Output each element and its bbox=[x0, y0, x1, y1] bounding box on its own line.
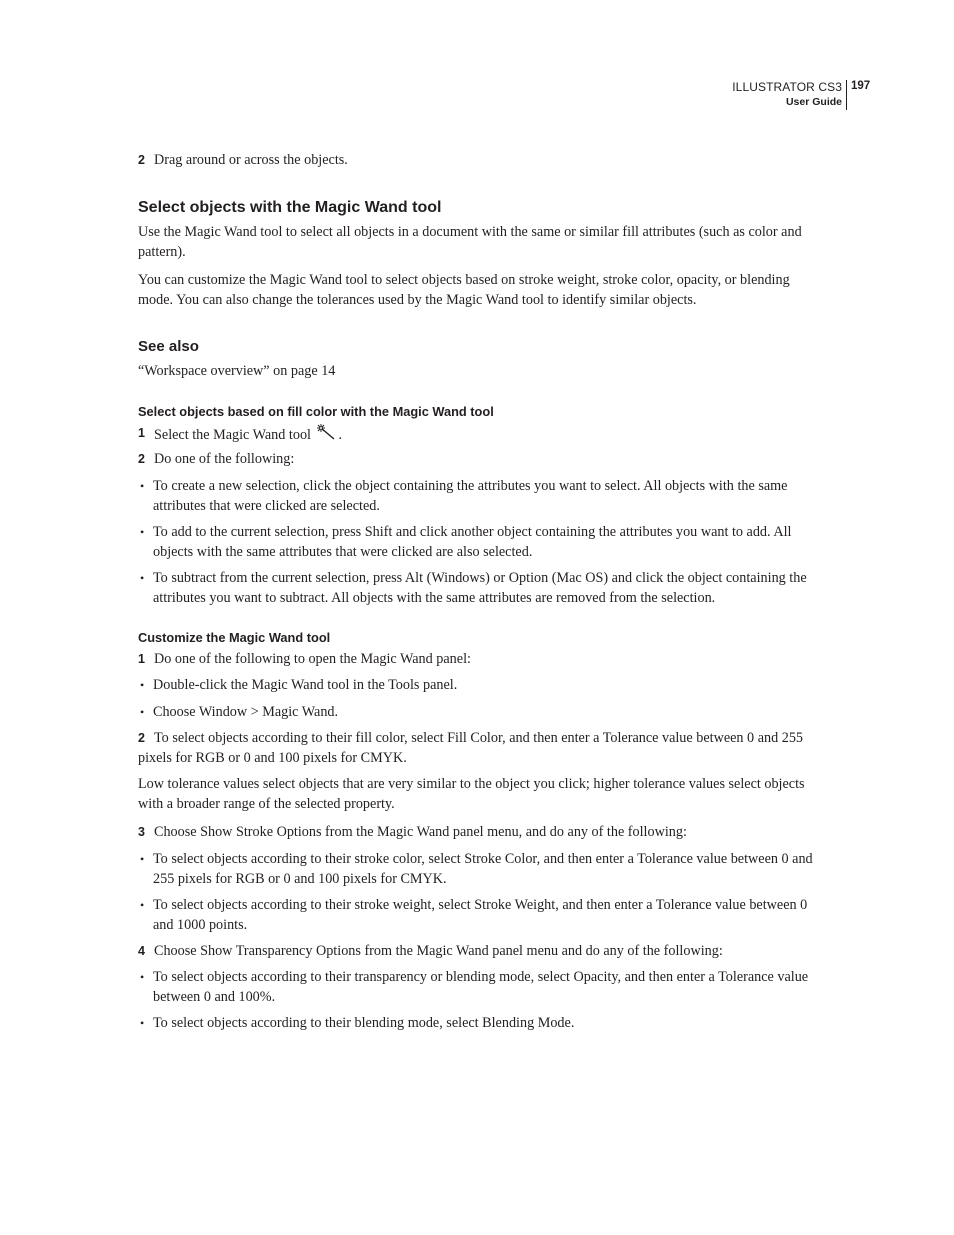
list-item bbox=[138, 968, 818, 1007]
list-item-text: To select objects according to their transparency or blending mode, select Opacity, and then enter a Tolerance value between 0 and 100%. bbox=[153, 969, 809, 1005]
list-item-text: Choose Window > Magic Wand. bbox=[153, 704, 339, 720]
see-also-link[interactable]: “Workspace overview” on page 14 bbox=[138, 363, 336, 379]
step-text bbox=[138, 424, 818, 449]
customize-step-4 bbox=[138, 942, 818, 962]
list-item bbox=[138, 1014, 818, 1034]
list-item-text: Double-click the Magic Wand tool in the Tools panel. bbox=[153, 677, 458, 693]
magic-wand-icon bbox=[317, 424, 339, 449]
step-suffix: . bbox=[338, 427, 343, 443]
fill-color-heading: Select objects based on fill color with the Magic Wand tool bbox=[138, 404, 494, 419]
list-item bbox=[138, 569, 818, 608]
customize-step-2 bbox=[138, 729, 818, 768]
list-item-text: To add to the current selection, press Shift and click another object containing the attributes you want to add. All objects with the same attributes that were clicked are also selected. bbox=[153, 524, 792, 560]
fill-step-2 bbox=[138, 450, 818, 470]
header-product: ILLUSTRATOR CS3 bbox=[732, 80, 842, 94]
section-heading: Select objects with the Magic Wand tool bbox=[138, 199, 442, 216]
step-label: Select the Magic Wand tool bbox=[154, 427, 311, 443]
list-item-text: To select objects according to their stroke color, select Stroke Color, and then enter a Tolerance value between 0 and 255 pixels for RGB or 0 and 100 pixels for CMYK. bbox=[153, 851, 813, 887]
list-item bbox=[138, 703, 818, 723]
bullet-glyph: • bbox=[140, 678, 145, 692]
list-item-text: To select objects according to their blending mode, select Blending Mode. bbox=[153, 1015, 575, 1031]
bullet-glyph: • bbox=[140, 571, 145, 585]
bullet-glyph: • bbox=[140, 705, 145, 719]
step-text: Choose Show Stroke Options from the Magic Wand panel menu, and do any of the following: bbox=[154, 824, 687, 840]
bullet-glyph: • bbox=[140, 852, 145, 866]
step-number: 4 bbox=[138, 944, 145, 958]
bullet-glyph: • bbox=[140, 1016, 145, 1030]
list-item bbox=[138, 676, 818, 696]
customize-step-1 bbox=[138, 650, 818, 670]
step-number: 1 bbox=[138, 652, 145, 666]
fill-step-1 bbox=[138, 424, 818, 449]
list-item bbox=[138, 896, 818, 935]
step-number: 2 bbox=[138, 731, 145, 745]
list-item bbox=[138, 850, 818, 889]
step-number: 2 bbox=[138, 452, 145, 466]
bullet-glyph: • bbox=[140, 898, 145, 912]
list-item-text: To create a new selection, click the object containing the attributes you want to select. All objects with the same attributes that were clicked are selected. bbox=[153, 478, 788, 514]
bullet-glyph: • bbox=[140, 970, 145, 984]
list-item-text: To select objects according to their stroke weight, select Stroke Weight, and then enter a Tolerance value between 0 and 1000 points. bbox=[153, 897, 808, 933]
list-item-text: To subtract from the current selection, press Alt (Windows) or Option (Mac OS) and click the object containing the attributes you want to subtract. All objects with the same attributes are removed from the selection. bbox=[153, 570, 807, 606]
customize-paragraph: You can customize the Magic Wand tool to select objects based on stroke weight, stroke color, opacity, or blending mode. You can also change the tolerances used by the Magic Wand tool to identify similar objects. bbox=[138, 272, 790, 308]
list-item bbox=[138, 523, 818, 562]
step-text: Choose Show Transparency Options from the Magic Wand panel menu and do any of the following: bbox=[154, 943, 723, 959]
see-also-heading: See also bbox=[138, 338, 199, 355]
customize-heading: Customize the Magic Wand tool bbox=[138, 630, 331, 645]
header-divider bbox=[846, 80, 847, 110]
list-item bbox=[138, 477, 818, 516]
step-text: Do one of the following: bbox=[154, 451, 295, 467]
customize-step-3 bbox=[138, 823, 818, 843]
step-number: 1 bbox=[138, 426, 145, 440]
step-text: Drag around or across the objects. bbox=[154, 152, 348, 168]
intro-paragraph: Use the Magic Wand tool to select all objects in a document with the same or similar fill attributes (such as color and pattern). bbox=[138, 224, 802, 260]
step-number: 3 bbox=[138, 825, 145, 839]
step-drag bbox=[138, 151, 818, 171]
step-text: To select objects according to their fill color, select Fill Color, and then enter a Tolerance value between 0 and 255 pixels for RGB or 0 and 100 pixels for CMYK. bbox=[138, 730, 804, 766]
step-number: 2 bbox=[138, 153, 145, 167]
tolerance-paragraph: Low tolerance values select objects that are very similar to the object you click; higher tolerance values select objects with a broader range of the selected property. bbox=[138, 776, 805, 812]
page-number: 197 bbox=[851, 80, 871, 92]
header-guide: User Guide bbox=[785, 96, 842, 108]
bullet-glyph: • bbox=[140, 479, 145, 493]
step-text: Do one of the following to open the Magic Wand panel: bbox=[154, 651, 471, 667]
bullet-glyph: • bbox=[140, 525, 145, 539]
